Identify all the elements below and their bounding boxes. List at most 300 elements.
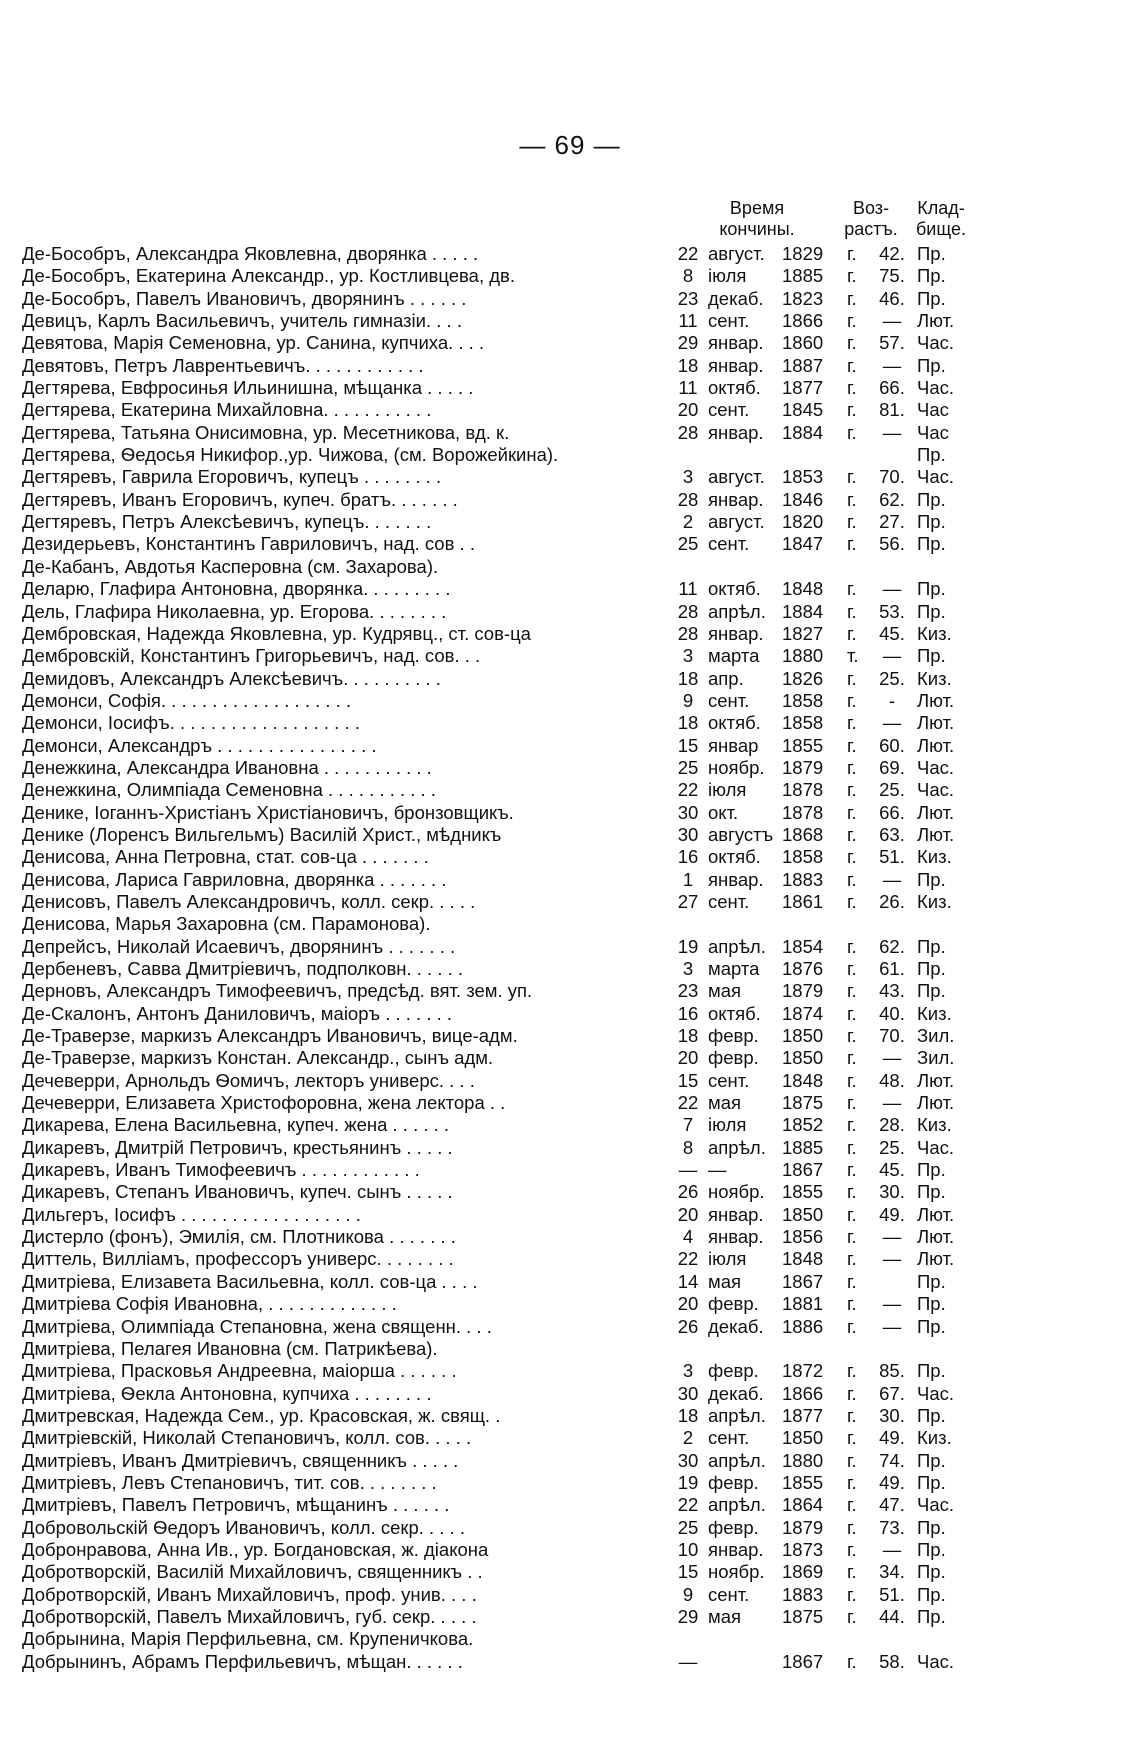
entry-month: мая (708, 1270, 742, 1292)
entry-day: 22 (677, 779, 699, 801)
entry-day: 19 (677, 1471, 699, 1493)
list-item (22, 1539, 1122, 1561)
entry-day: 15 (677, 1561, 699, 1583)
entry-age: 58. (879, 1650, 905, 1672)
entry-day: 25 (677, 533, 699, 555)
entry-age: 57. (879, 332, 905, 354)
list-item (22, 1204, 1122, 1226)
entry-age: 62. (879, 935, 905, 957)
entry-cemetery: Лют. (917, 801, 955, 823)
entry-year: 1883 (782, 868, 824, 890)
entry-year-abbrev: г. (847, 600, 857, 622)
entry-age: — (882, 1538, 902, 1560)
entry-year-abbrev: г. (847, 779, 857, 801)
entry-name: Девицъ, Карлъ Васильевичъ, учитель гимназіи. . . . (22, 310, 462, 332)
list-item (22, 556, 1122, 578)
entry-cemetery: Час. (917, 332, 955, 354)
entry-cemetery: Пр. (917, 444, 946, 466)
list-item (22, 1338, 1122, 1360)
entry-name: Денисова, Анна Петровна, стат. сов-ца . . . . . . . (22, 846, 429, 868)
entry-month: окт. (708, 801, 739, 823)
entry-month: февр. (708, 1516, 759, 1538)
entry-age: 62. (879, 488, 905, 510)
entry-day: 22 (677, 1092, 699, 1114)
entry-cemetery: Пр. (917, 1605, 946, 1627)
header-time (682, 198, 832, 240)
header-time-line2: кончины. (719, 219, 795, 239)
entry-year: 1826 (782, 667, 824, 689)
entry-name: Дегтярева, Евфросинья Ильинишна, мѣщанка . . . . . (22, 377, 474, 399)
entry-month: іюля (708, 779, 747, 801)
list-item (22, 846, 1122, 868)
entry-year: 1868 (782, 823, 824, 845)
list-item (22, 1427, 1122, 1449)
entry-name: Денике, Іоганнъ-Христіанъ Христіановичъ, бронзовщикъ. (22, 801, 514, 823)
entry-day: 10 (677, 1538, 699, 1560)
entry-age: 51. (879, 1583, 905, 1605)
entry-year: 1850 (782, 1203, 824, 1225)
entry-cemetery: Пр. (917, 1471, 946, 1493)
entry-name: Дмитріевскій, Николай Степановичъ, колл. сов. . . . . (22, 1427, 472, 1449)
entry-day: 3 (682, 466, 694, 488)
entry-age: 46. (879, 287, 905, 309)
entry-year-abbrev: г. (847, 421, 857, 443)
entry-day: 23 (677, 980, 699, 1002)
list-item (22, 779, 1122, 801)
entry-cemetery: Час (917, 421, 949, 443)
entry-age: — (882, 712, 902, 734)
entry-year-abbrev: г. (847, 1293, 857, 1315)
entry-name: Денежкина, Олимпіада Семеновна . . . . . . . . . . . (22, 779, 436, 801)
entry-day: 1 (682, 868, 694, 890)
list-item (22, 1561, 1122, 1583)
entry-cemetery: Лют. (917, 689, 955, 711)
list-item (22, 1293, 1122, 1315)
entry-year: 1879 (782, 756, 824, 778)
entry-year: 1866 (782, 1382, 824, 1404)
entry-month: ноябр. (708, 756, 765, 778)
list-item (22, 936, 1122, 958)
entry-month: марта (708, 645, 760, 667)
entry-cemetery: Киз. (917, 667, 952, 689)
entry-year-abbrev: г. (847, 399, 857, 421)
entry-year-abbrev: г. (847, 667, 857, 689)
entry-cemetery: Час. (917, 756, 955, 778)
entry-year-abbrev: г. (847, 488, 857, 510)
entry-year-abbrev: г. (847, 1360, 857, 1382)
entry-month: марта (708, 958, 760, 979)
entry-month: мая (708, 1092, 742, 1114)
entry-name: Дерновъ, Александръ Тимофеевичъ, предсѣд. вят. зем. уп. (22, 980, 533, 1002)
entry-name: Дель, Глафира Николаевна, ур. Егорова. . . . . . . . (22, 600, 447, 622)
entry-year-abbrev: г. (847, 533, 857, 555)
entry-year-abbrev: г. (847, 287, 857, 309)
entry-day: 8 (682, 265, 694, 287)
entry-month: апрѣл. (708, 1494, 766, 1516)
list-item (22, 824, 1122, 846)
entry-cemetery: Пр. (917, 1159, 946, 1181)
entry-name: Де-Бособръ, Александра Яковлевна, дворянка . . . . . (22, 243, 479, 264)
entry-year-abbrev: г. (847, 1650, 857, 1672)
entry-month: сент. (708, 399, 750, 421)
list-item (22, 466, 1122, 488)
entry-cemetery: Лют. (917, 1069, 955, 1091)
entry-year-abbrev: г. (847, 310, 857, 332)
entry-age: 85. (879, 1360, 905, 1382)
entry-age: 40. (879, 1002, 905, 1024)
list-item (22, 1405, 1122, 1427)
entry-day: 11 (678, 377, 698, 399)
entry-day: 2 (682, 1427, 694, 1449)
entry-cemetery: Киз. (917, 1114, 952, 1136)
entry-year-abbrev: т. (847, 645, 859, 667)
entry-age: - (888, 689, 896, 711)
entry-year-abbrev: г. (847, 1159, 857, 1181)
entry-day: 3 (682, 958, 694, 979)
entry-year: 1848 (782, 1069, 824, 1091)
list-item (22, 1316, 1122, 1338)
entry-cemetery: Пр. (917, 1360, 946, 1382)
entry-year: 1850 (782, 1427, 824, 1449)
entry-name: Де-Бособръ, Екатерина Александр., ур. Костливцева, дв. (22, 265, 515, 287)
list-item (22, 355, 1122, 377)
list-item (22, 1517, 1122, 1539)
entry-name: Денисова, Лариса Гавриловна, дворянка . . . . . . . (22, 868, 447, 890)
entry-name: Де-Траверзе, маркизъ Александръ Ивановичъ, вице-адм. (22, 1025, 518, 1047)
list-item (22, 377, 1122, 399)
entry-year: 1887 (782, 354, 824, 376)
entry-cemetery: Лют. (917, 310, 955, 332)
entry-cemetery: Зил. (917, 1047, 955, 1069)
entry-cemetery: Пр. (917, 1538, 946, 1560)
entry-age: 81. (879, 399, 905, 421)
entry-cemetery: Пр. (917, 600, 946, 622)
entry-year-abbrev: г. (847, 712, 857, 734)
entry-month: январ. (708, 421, 764, 443)
list-item (22, 1651, 1122, 1673)
list-item (22, 980, 1122, 1002)
entry-age: 51. (879, 846, 905, 868)
entry-month: январ. (708, 1538, 764, 1560)
entry-age: 49. (879, 1203, 905, 1225)
entry-year: 1855 (782, 1471, 824, 1493)
list-item (22, 1606, 1122, 1628)
entry-year-abbrev: г. (847, 1471, 857, 1493)
list-item (22, 869, 1122, 891)
entry-day: 20 (677, 399, 699, 421)
list-item (22, 1450, 1122, 1472)
entry-name: Добронравова, Анна Ив., ур. Богдановская, ж. діакона (22, 1538, 489, 1560)
list-item (22, 1025, 1122, 1047)
entry-name: Дербеневъ, Савва Дмитріевичъ, подполковн. . . . . . (22, 958, 464, 979)
entry-name: Деларю, Глафира Антоновна, дворянка. . . . . . . . . (22, 578, 451, 600)
header-time-line1: Время (729, 198, 785, 218)
entry-name: Демонси, Софія. . . . . . . . . . . . . . . . . . . (22, 689, 352, 711)
entry-year: 1854 (782, 935, 824, 957)
header-cemetery (902, 198, 980, 240)
entry-day: 28 (677, 488, 699, 510)
entry-month: октяб. (708, 712, 761, 734)
entry-age: 49. (879, 1471, 905, 1493)
entry-age: 63. (879, 823, 905, 845)
entry-name: Дикарева, Елена Васильевна, купеч. жена . . . . . . (22, 1114, 450, 1136)
entry-age: 67. (879, 1382, 905, 1404)
entry-age: — (882, 1047, 902, 1069)
header-age (840, 198, 902, 240)
entry-day: 22 (677, 243, 699, 264)
entry-cemetery: Киз. (917, 846, 952, 868)
entry-age: 60. (879, 734, 905, 756)
entry-year: 1850 (782, 1025, 824, 1047)
entry-name: Демидовъ, Александръ Алексѣевичъ. . . . . . . . . . (22, 667, 441, 689)
list-item (22, 1584, 1122, 1606)
entry-age: 56. (879, 533, 905, 555)
list-item (22, 802, 1122, 824)
entry-name: Дмитріевъ, Левъ Степановичъ, тит. сов. . . . . . . . (22, 1471, 437, 1493)
entry-day: 9 (682, 689, 694, 711)
entry-year-abbrev: г. (847, 1047, 857, 1069)
column-headers (22, 198, 1122, 242)
entry-month: январ. (708, 354, 764, 376)
entry-day: 30 (677, 801, 699, 823)
entry-name: Дикаревъ, Степанъ Ивановичъ, купеч. сынъ . . . . . (22, 1181, 453, 1203)
entry-day: 22 (677, 1494, 699, 1516)
entry-cemetery: Лют. (917, 1226, 955, 1248)
entry-year-abbrev: г. (847, 890, 857, 912)
entry-name: Денежкина, Александра Ивановна . . . . . . . . . . . (22, 756, 432, 778)
list-item (22, 1628, 1122, 1650)
list-item (22, 1092, 1122, 1114)
entry-year: 1858 (782, 689, 824, 711)
entry-year: 1866 (782, 310, 824, 332)
list-item (22, 511, 1122, 533)
entry-month: декаб. (708, 1315, 764, 1337)
entry-day: 28 (677, 421, 699, 443)
entry-cemetery: Пр. (917, 958, 946, 979)
list-item (22, 489, 1122, 511)
list-item (22, 1383, 1122, 1405)
entry-name: Де-Бособръ, Павелъ Ивановичъ, дворянинъ . . . . . . (22, 287, 467, 309)
entry-month: апрѣл. (708, 1449, 766, 1471)
entry-cemetery: Киз. (917, 1002, 952, 1024)
entry-name: Дембровская, Надежда Яковлевна, ур. Кудрявц., ст. сов-ца (22, 622, 531, 644)
entry-name: Дечеверри, Елизавета Христофоровна, жена лектора . . (22, 1092, 506, 1114)
entry-year: 1884 (782, 600, 824, 622)
list-item (22, 310, 1122, 332)
entry-year-abbrev: г. (847, 801, 857, 823)
entry-year-abbrev: г. (847, 622, 857, 644)
entry-year-abbrev: г. (847, 1203, 857, 1225)
entry-month: мая (708, 980, 742, 1002)
entry-month: октяб. (708, 578, 761, 600)
list-item (22, 1159, 1122, 1181)
entry-cemetery: Пр. (917, 533, 946, 555)
entry-cemetery: Час. (917, 466, 955, 488)
list-item (22, 533, 1122, 555)
entry-month: сент. (708, 890, 750, 912)
entry-age: 34. (879, 1561, 905, 1583)
entry-day: 29 (677, 332, 699, 354)
entry-year: 1853 (782, 466, 824, 488)
entry-day: 30 (677, 1382, 699, 1404)
entry-day: 28 (677, 622, 699, 644)
entry-month: декаб. (708, 287, 764, 309)
list-item (22, 1472, 1122, 1494)
entry-year-abbrev: г. (847, 689, 857, 711)
entry-year-abbrev: г. (847, 1226, 857, 1248)
entry-cemetery: Пр. (917, 1181, 946, 1203)
entry-day: 11 (678, 578, 698, 600)
entry-cemetery: Пр. (917, 265, 946, 287)
entry-day: — (678, 1650, 698, 1672)
entry-year: 1856 (782, 1226, 824, 1248)
entry-year-abbrev: г. (847, 734, 857, 756)
entry-age: — (882, 1315, 902, 1337)
header-age-line2: растъ. (844, 219, 898, 239)
entry-year-abbrev: г. (847, 1092, 857, 1114)
entry-age: 70. (879, 1025, 905, 1047)
entry-year: 1880 (782, 645, 824, 667)
entry-cemetery: Лют. (917, 712, 955, 734)
entry-year: 1885 (782, 1136, 824, 1158)
entry-age: 69. (879, 756, 905, 778)
entry-name: Денике (Лоренсъ Вильгельмъ) Василій Христ., мѣдникъ (22, 823, 502, 845)
entry-age: 44. (879, 1605, 905, 1627)
entry-month: август. (708, 511, 765, 533)
list-item (22, 913, 1122, 935)
entry-month: август. (708, 466, 765, 488)
list-item (22, 735, 1122, 757)
entry-year: 1829 (782, 243, 824, 264)
entry-year-abbrev: г. (847, 846, 857, 868)
entry-month: сент. (708, 689, 750, 711)
entry-year: 1869 (782, 1561, 824, 1583)
entry-year: 1881 (782, 1293, 824, 1315)
entry-year-abbrev: г. (847, 980, 857, 1002)
entry-day: 29 (677, 1605, 699, 1627)
entry-month: февр. (708, 1471, 759, 1493)
entry-month: октяб. (708, 846, 761, 868)
entry-year: 1827 (782, 622, 824, 644)
entry-name: Де-Скалонъ, Антонъ Даниловичъ, маіоръ . . . . . . . (22, 1002, 453, 1024)
entry-year: 1864 (782, 1494, 824, 1516)
entry-name: Дегтярева, Татьяна Онисимовна, ур. Месетникова, вд. к. (22, 421, 510, 443)
list-item (22, 288, 1122, 310)
entry-age: 45. (879, 622, 905, 644)
entry-age: 25. (879, 779, 905, 801)
entry-cemetery: Лют. (917, 1203, 955, 1225)
entry-day: 14 (677, 1270, 699, 1292)
entry-year: 1885 (782, 265, 824, 287)
entry-year: 1867 (782, 1650, 824, 1672)
entry-day: 26 (677, 1315, 699, 1337)
entry-month: октяб. (708, 377, 761, 399)
entry-cemetery: Пр. (917, 354, 946, 376)
entry-age: 66. (879, 801, 905, 823)
entry-day: 30 (677, 1449, 699, 1471)
entry-year: 1852 (782, 1114, 824, 1136)
entry-name: Дембровскій, Константинъ Григорьевичъ, над. сов. . . (22, 645, 481, 667)
entry-age: — (882, 1092, 902, 1114)
entry-day: 4 (682, 1226, 694, 1248)
entry-year: 1848 (782, 578, 824, 600)
entry-age: 53. (879, 600, 905, 622)
entry-name: Дистерло (фонъ), Эмилія, см. Плотникова . . . . . . . (22, 1226, 456, 1248)
entry-name: Депрейсъ, Николай Исаевичъ, дворянинъ . . . . . . . (22, 935, 456, 957)
entry-year-abbrev: г. (847, 1538, 857, 1560)
entry-year-abbrev: г. (847, 1404, 857, 1426)
entry-month: сент. (708, 1583, 750, 1605)
entry-day: 20 (677, 1293, 699, 1315)
entry-age: 74. (879, 1449, 905, 1471)
entry-month: февр. (708, 1293, 759, 1315)
entry-age: 26. (879, 890, 905, 912)
entry-year: 1875 (782, 1605, 824, 1627)
entry-age: 42. (879, 243, 905, 264)
entry-cemetery: Пр. (917, 1315, 946, 1337)
entry-day: 22 (677, 1248, 699, 1270)
entry-day: 9 (682, 1583, 694, 1605)
entry-age: 43. (879, 980, 905, 1002)
entry-day: 20 (677, 1047, 699, 1069)
entry-cemetery: Пр. (917, 1516, 946, 1538)
entry-day: 2 (682, 511, 694, 533)
entry-day: 19 (677, 935, 699, 957)
entry-cemetery: Лют. (917, 823, 955, 845)
entry-day: 8 (682, 1136, 694, 1158)
entry-age: 61. (879, 958, 905, 979)
entry-month: январ (708, 734, 759, 756)
entry-age: — (882, 354, 902, 376)
header-cemetery-line2: бище. (916, 219, 966, 239)
entry-month: сент. (708, 533, 750, 555)
entry-day: 18 (677, 1025, 699, 1047)
entry-age: 25. (879, 1136, 905, 1158)
entry-age: 75. (879, 265, 905, 287)
entry-age: 25. (879, 667, 905, 689)
list-item (22, 265, 1122, 287)
entry-day: 23 (677, 287, 699, 309)
entry-day: 16 (677, 1002, 699, 1024)
entry-age: — (882, 645, 902, 667)
entry-cemetery: Лют. (917, 734, 955, 756)
entry-day: 25 (677, 756, 699, 778)
entry-day: 7 (682, 1114, 694, 1136)
entry-cemetery: Час. (917, 377, 955, 399)
entry-year-abbrev: г. (847, 332, 857, 354)
entry-age: 28. (879, 1114, 905, 1136)
entry-year: 1886 (782, 1315, 824, 1337)
entry-year: 1872 (782, 1360, 824, 1382)
entry-year: 1879 (782, 980, 824, 1002)
entry-name: Дмитріевъ, Иванъ Дмитріевичъ, священникъ . . . . . (22, 1449, 459, 1471)
entry-year: 1883 (782, 1583, 824, 1605)
entry-cemetery: Пр. (917, 287, 946, 309)
entry-cemetery: Пр. (917, 1293, 946, 1315)
entry-year: 1848 (782, 1248, 824, 1270)
entry-cemetery: Пр. (917, 578, 946, 600)
entry-year-abbrev: г. (847, 511, 857, 533)
entry-day: 20 (677, 1203, 699, 1225)
list-item (22, 623, 1122, 645)
entry-name: Добротворскій, Павелъ Михайловичъ, губ. секр. . . . . (22, 1605, 477, 1627)
entry-cemetery: Пр. (917, 488, 946, 510)
entry-year-abbrev: г. (847, 1494, 857, 1516)
entry-month: мая (708, 1605, 742, 1627)
entry-age: 66. (879, 377, 905, 399)
entry-month: январ. (708, 332, 764, 354)
entry-cemetery: Пр. (917, 645, 946, 667)
